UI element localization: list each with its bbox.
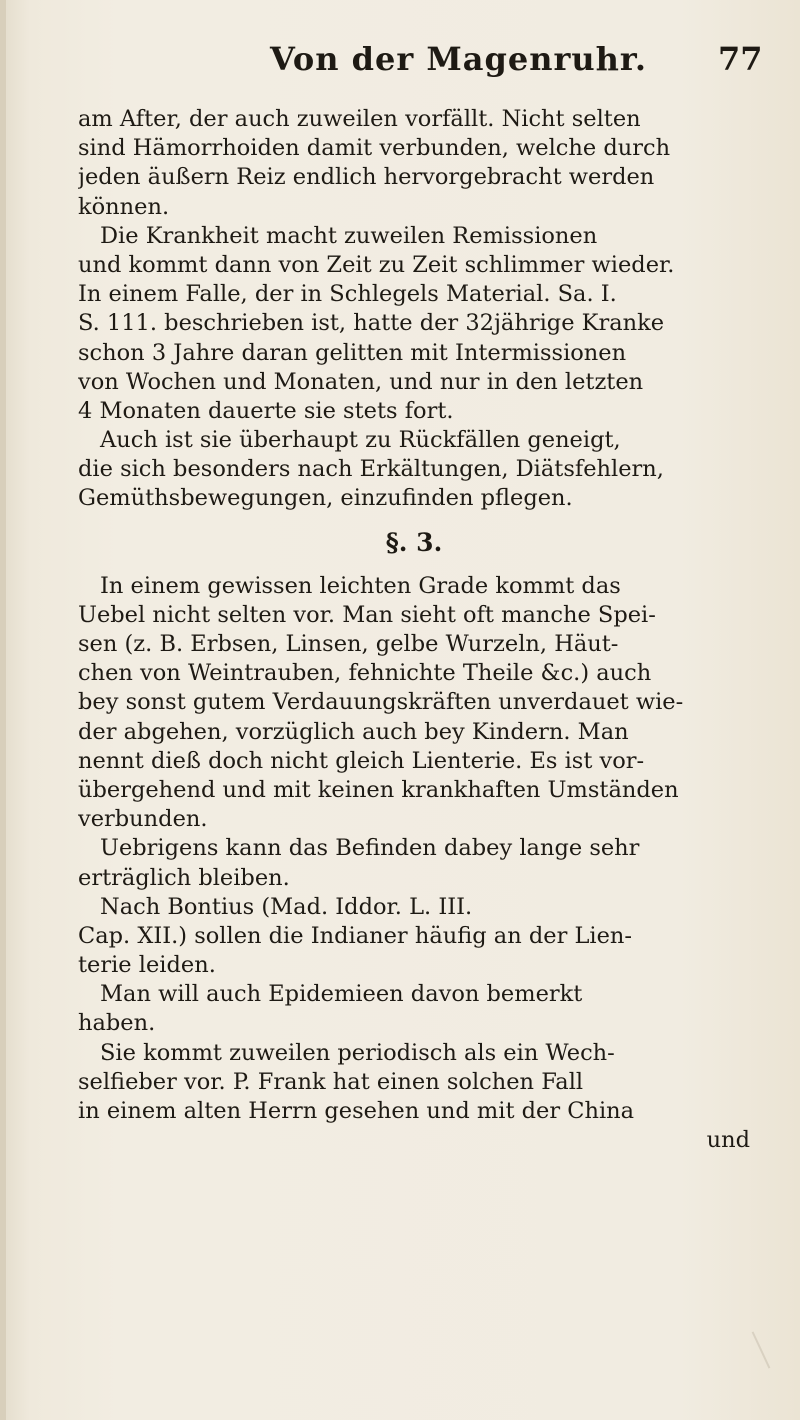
text-line: Sie kommt zuweilen periodisch als ein Wech- [100,1039,615,1066]
paragraph [78,834,750,892]
text-line: selfieber vor. P. Frank hat einen solchen Fall [78,1068,584,1095]
text-line: Gemüthsbewegungen, einzufinden pflegen. [78,485,573,512]
running-head: Von der Magenruhr. [270,40,647,78]
text-line: Die Krankheit macht zuweilen Remissionen [100,222,598,249]
body-text [78,105,750,1155]
paragraph [78,105,750,222]
text-line: Auch ist sie überhaupt zu Rückfällen geneigt, [100,427,621,454]
text-line: Man will auch Epidemieen davon bemerkt [100,981,583,1008]
paper-scratch [752,1331,771,1368]
text-line: terie leiden. [78,952,216,979]
text-line: sen (z. B. Erbsen, Linsen, gelbe Wurzeln, Häut- [78,631,619,657]
text-line: Nach Bontius (Mad. Iddor. L. III. [100,893,473,920]
text-line: von Wochen und Monaten, und nur in den letzten [78,368,644,395]
catchword: und [706,1127,750,1154]
page-header [0,30,800,80]
text-line: bey sonst gutem Verdauungskräften unverdauet wie- [78,689,684,716]
section-heading: §. 3. [385,527,443,557]
text-line: verbunden. [78,806,208,833]
text-line: Uebrigens kann das Befinden dabey lange sehr [100,835,640,862]
text-line: die sich besonders nach Erkältungen, Diätsfehlern, [78,456,664,483]
text-line: 4 Monaten dauerte sie stets fort. [78,397,454,424]
text-line: und kommt dann von Zeit zu Zeit schlimmer wieder. [78,251,675,278]
paragraph [78,980,750,1038]
text-line: Uebel nicht selten vor. Man sieht oft manche Spei- [78,601,656,628]
text-line: Cap. XII.) sollen die Indianer häufig an der Lien- [78,922,633,949]
text-line: In einem Falle, der in Schlegels Material. Sa. I. [78,281,617,308]
paragraph [78,426,750,514]
text-line: erträglich bleiben. [78,864,290,891]
page-number: 77 [718,40,763,78]
text-line: chen von Weintrauben, fehnichte Theile &c.) auch [78,660,652,687]
text-line: in einem alten Herrn gesehen und mit der China [78,1098,635,1124]
page-edge-stain [0,0,6,1420]
text-line: am After, der auch zuweilen vorfällt. Nicht selten [78,106,641,132]
text-line: schon 3 Jahre daran gelitten mit Intermissionen [78,339,627,366]
paragraph [78,893,750,981]
text-line: jeden äußern Reiz endlich hervorgebracht werden [78,164,655,191]
text-line: der abgehen, vorzüglich auch bey Kindern. Man [78,718,629,745]
paragraph [78,1039,750,1156]
paragraph [78,572,750,835]
text-line: In einem gewissen leichten Grade kommt das [100,572,621,599]
text-line: übergehend und mit keinen krankhaften Umständen [78,776,679,803]
text-line: S. 111. beschrieben ist, hatte der 32jährige Kranke [78,310,665,337]
paragraph [78,222,750,426]
text-line: können. [78,193,170,220]
text-line: nennt dieß doch nicht gleich Lienterie. Es ist vor- [78,747,645,774]
text-line: haben. [78,1010,156,1037]
text-line: sind Hämorrhoiden damit verbunden, welche durch [78,135,671,162]
